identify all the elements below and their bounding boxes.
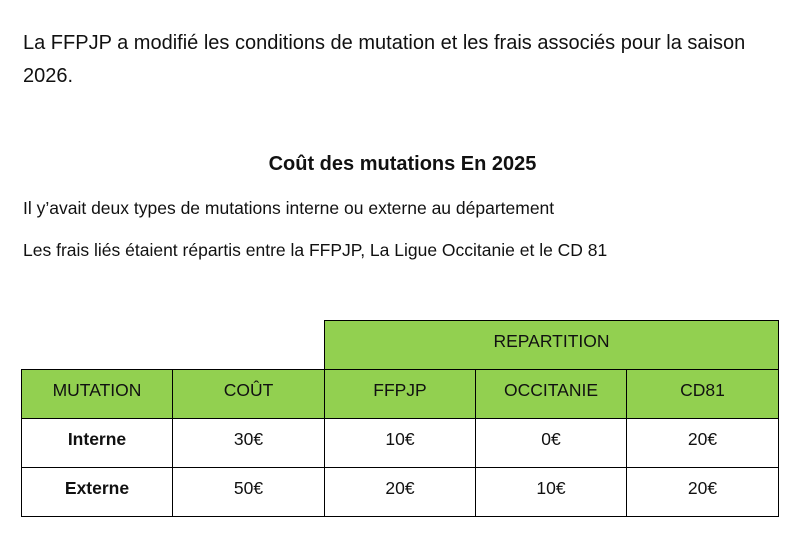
table-cell-mutation bbox=[22, 468, 173, 517]
table-cell-occitanie bbox=[476, 419, 627, 468]
table-cell-cout bbox=[173, 419, 325, 468]
table-cell-ffpjp bbox=[325, 468, 476, 517]
column-header-cd81 bbox=[627, 370, 779, 419]
info-line-mutation-types: Il y’avait deux types de mutations interne ou externe au département bbox=[23, 198, 555, 218]
table-group-header-row bbox=[22, 321, 779, 370]
section-heading: Coût des mutations En 2025 bbox=[268, 153, 537, 175]
column-header-label: CD81 bbox=[680, 379, 725, 400]
column-header-cout bbox=[173, 370, 325, 419]
table-cell-cd81 bbox=[627, 419, 779, 468]
cell-value: 30€ bbox=[233, 428, 264, 449]
table-row bbox=[22, 468, 779, 517]
mutation-fees-table bbox=[21, 320, 779, 517]
column-header-label: COÛT bbox=[223, 379, 274, 400]
cell-value: 10€ bbox=[385, 428, 415, 449]
cell-value: 20€ bbox=[687, 428, 718, 449]
table-blank-corner bbox=[22, 321, 325, 370]
cell-value: Externe bbox=[64, 477, 130, 498]
info-line-fee-split: Les frais liés étaient répartis entre la FFPJP, La Ligue Occitanie et le CD 81 bbox=[23, 240, 608, 260]
table-cell-ffpjp bbox=[325, 419, 476, 468]
column-header-label: FFPJP bbox=[373, 379, 427, 400]
cell-value: 20€ bbox=[687, 477, 718, 498]
table-cell-cout bbox=[173, 468, 325, 517]
column-header-mutation bbox=[22, 370, 173, 419]
table-header-row bbox=[22, 370, 779, 419]
cell-value: Interne bbox=[67, 428, 127, 449]
cell-value: 20€ bbox=[385, 477, 415, 498]
cell-value: 10€ bbox=[536, 477, 566, 498]
table-cell-mutation bbox=[22, 419, 173, 468]
column-header-label: OCCITANIE bbox=[504, 379, 598, 400]
table-row bbox=[22, 419, 779, 468]
cell-value: 0€ bbox=[541, 428, 561, 449]
repartition-header bbox=[325, 321, 779, 370]
intro-paragraph: La FFPJP a modifié les conditions de mutation et les frais associés pour la saison 2026. bbox=[23, 32, 746, 87]
column-header-ffpjp bbox=[325, 370, 476, 419]
cell-value: 50€ bbox=[233, 477, 264, 498]
column-header-label: MUTATION bbox=[52, 379, 142, 400]
repartition-header-label: REPARTITION bbox=[493, 330, 610, 351]
table-cell-cd81 bbox=[627, 468, 779, 517]
table-cell-occitanie bbox=[476, 468, 627, 517]
column-header-occitanie bbox=[476, 370, 627, 419]
